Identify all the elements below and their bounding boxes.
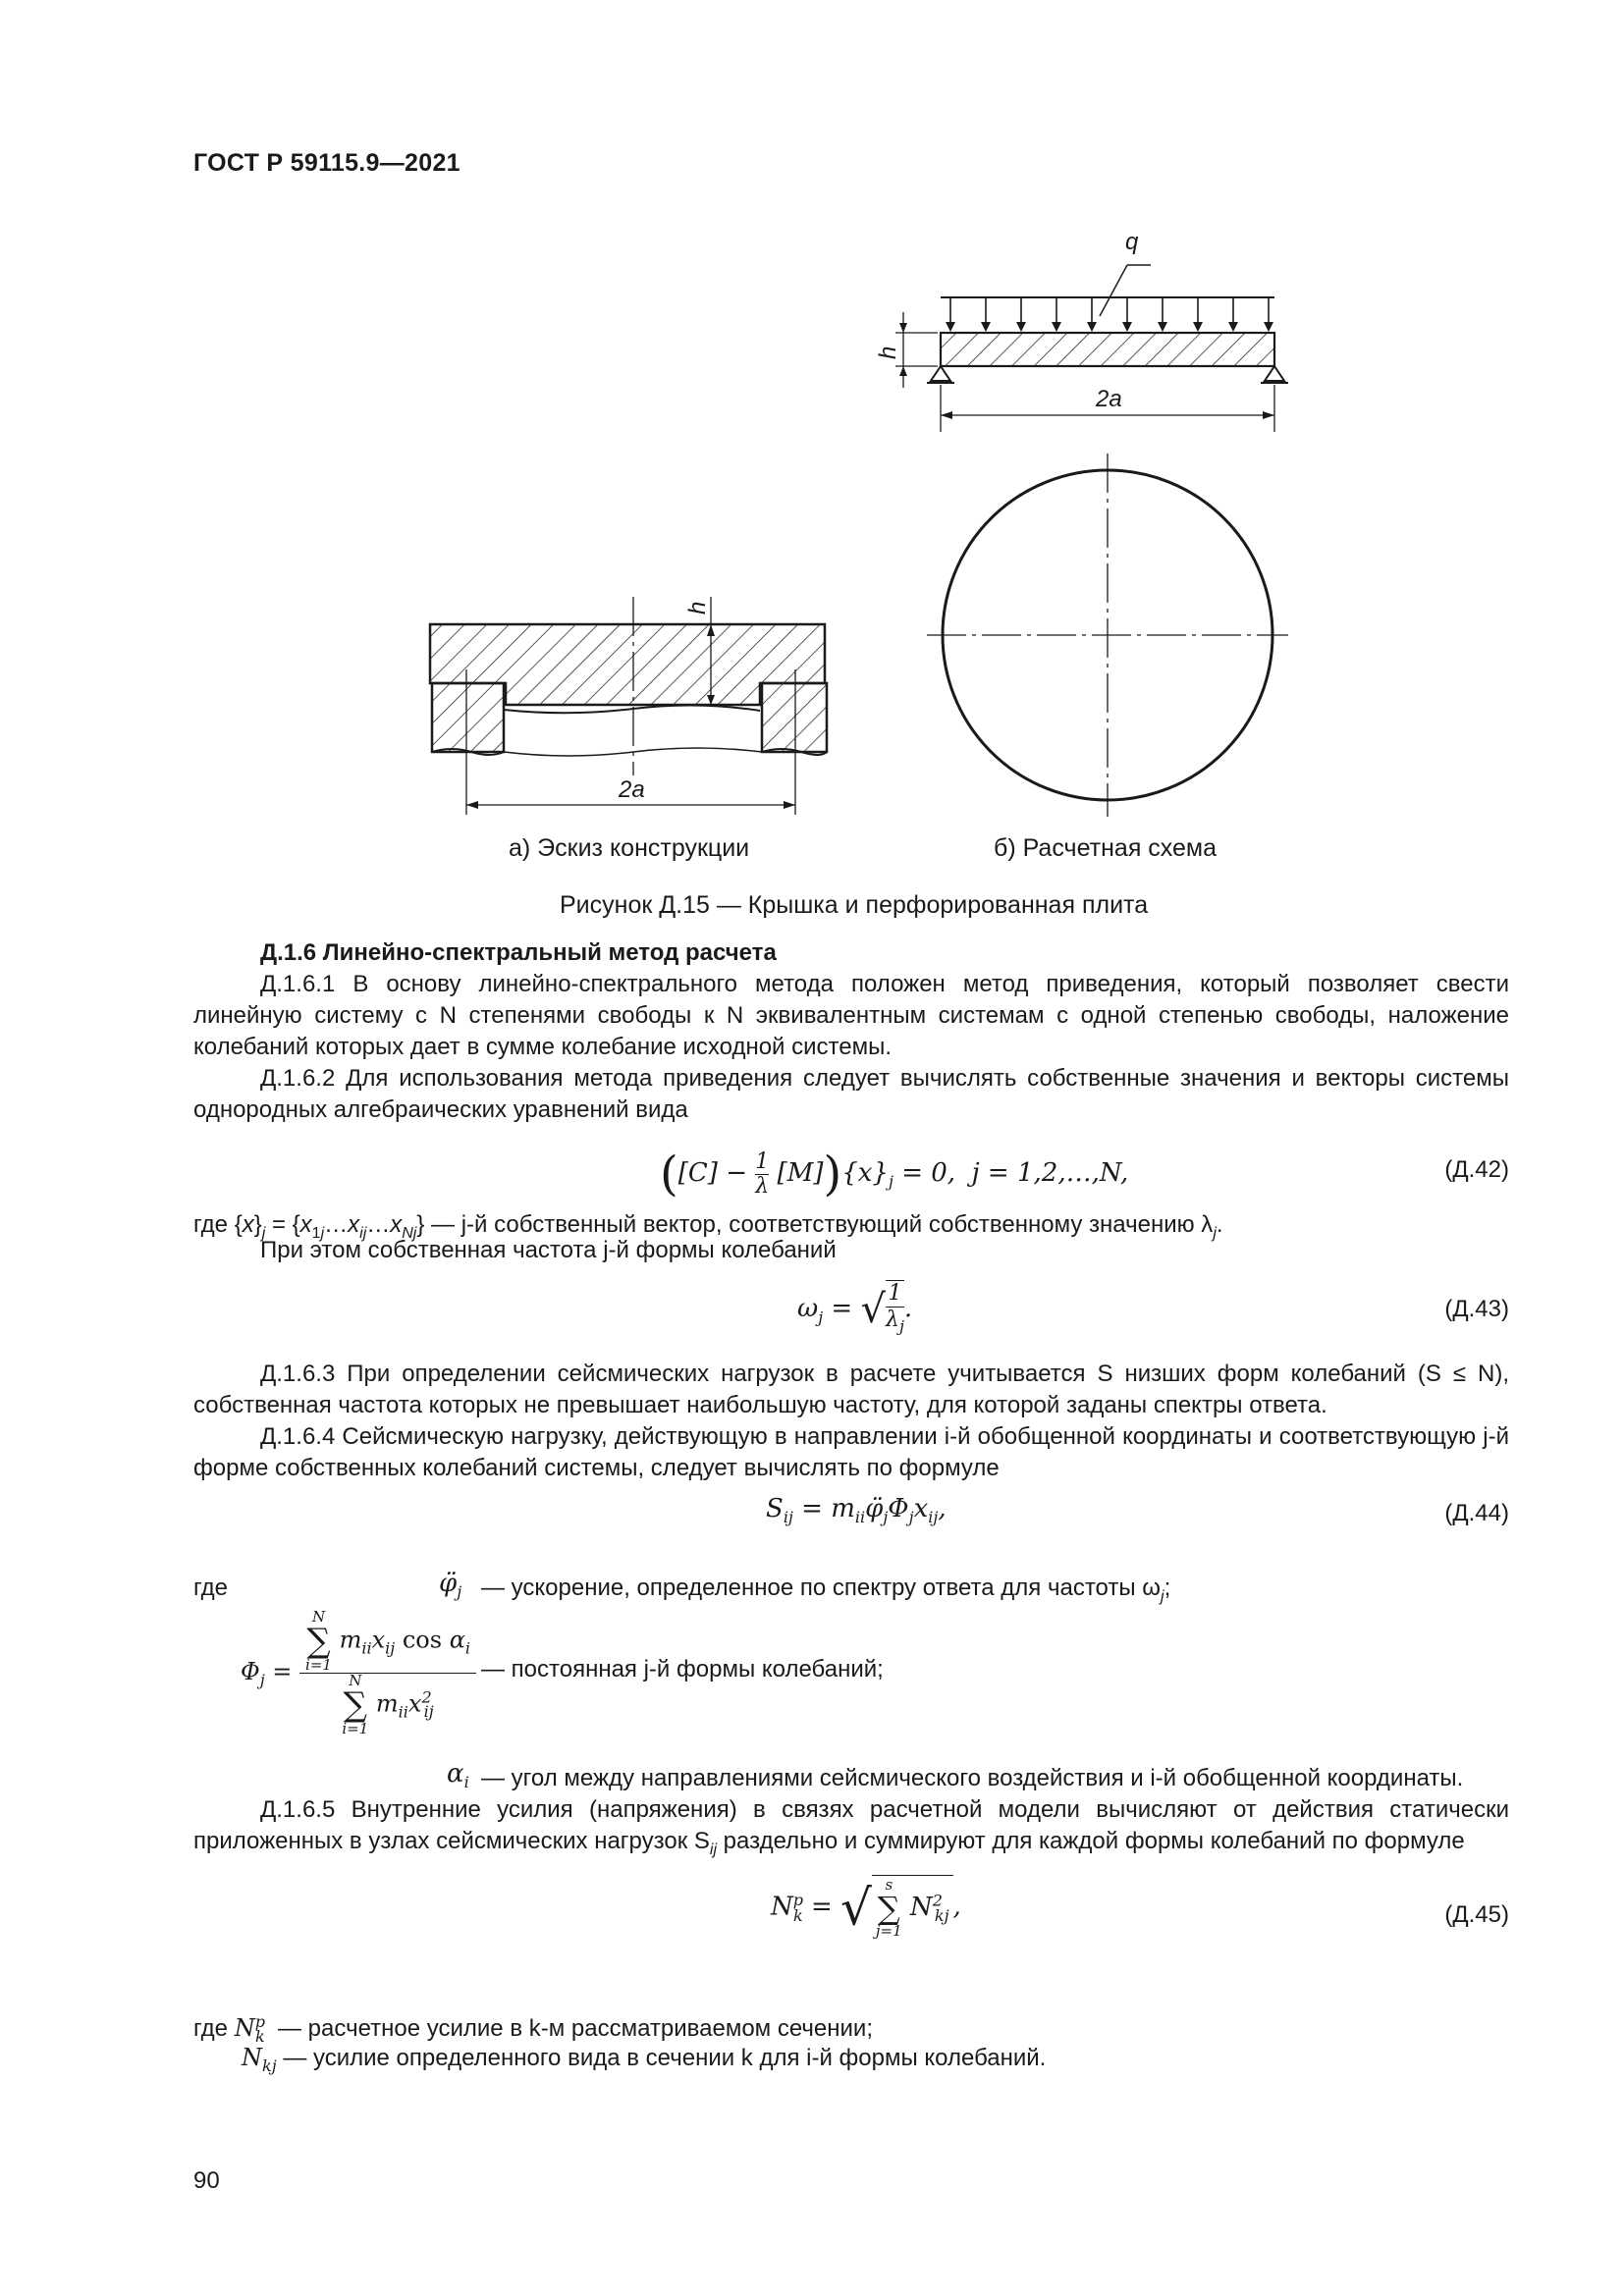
def-Nkj-text: — усилие определенного вида в сечении k для i-й формы колебаний. xyxy=(283,2045,1047,2071)
subcaption-b: б) Расчетная схема xyxy=(994,834,1218,862)
label-h-top: h xyxy=(875,346,901,359)
eq-number-d43: (Д.43) xyxy=(1444,1296,1509,1322)
x-definition-text: — j-й собственный вектор, соответствующий собственному значению λ xyxy=(431,1211,1214,1238)
figure-d15 xyxy=(0,0,1624,903)
load-schematic xyxy=(895,265,1288,432)
def-phi-text: — ускорение, определенное по спектру ответа для частоты ω xyxy=(481,1575,1162,1601)
def-N-line: где $N^p_k$ — расчетное усилие в k-м рассматриваемом сечении; xyxy=(193,2012,873,2046)
label-2a-top: 2a xyxy=(1096,386,1122,412)
equation-d44: $S_{ij}$ = $m_{ii}\varphï_j\Phi_jx_{ij}$, xyxy=(766,1494,947,1527)
page-number: 90 xyxy=(193,2167,220,2194)
label-2a-left: 2a xyxy=(619,776,645,803)
equation-d45: $N^p_k$ = √ s ∑ j=1 $N^2_{kj}$ , xyxy=(771,1876,961,1940)
def-N-text: — расчетное усилие в k-м рассматриваемом сечении; xyxy=(278,2015,873,2042)
where-label: где xyxy=(193,1575,229,1601)
def-alpha: — угол между направлениями сейсмического воздействия и i-й обобщенной координаты. xyxy=(481,1765,1464,1791)
equation-Phi: $\Phi_j$ = N ∑ i=1 $m_{ii}x_{ij}$ $\cos \alpha_i$ N ∑ i=1 $m_{ii}x^2_{ij}$ xyxy=(241,1610,476,1736)
def-Phi: — постоянная j-й формы колебаний; xyxy=(481,1656,884,1682)
p7-text: Д.1.6.5 Внутренние усилия (напряжения) в связях расчетной модели вычисляют от действия статически приложенных в узлах сейсмических нагрузок S xyxy=(193,1796,1509,1854)
document-header: ГОСТ Р 59115.9—2021 xyxy=(193,149,460,177)
circle-schematic xyxy=(927,454,1288,817)
equation-d43: $\omega_j$ = √ $\frac{1}{\lambda_j}$ . xyxy=(797,1280,912,1339)
figure-caption: Рисунок Д.15 — Крышка и перфорированная плита xyxy=(560,891,1149,919)
eq-number-d45: (Д.45) xyxy=(1444,1901,1509,1928)
symbol-alpha: $\alpha_i$ xyxy=(447,1759,469,1792)
paragraph-d163: Д.1.6.3 При определении сейсмических нагрузок в расчете учитывается S низших форм колебаний (S ≤ N), собственная частота которых не превышает наибольшую частоту, для которой заданы спектры ответа. xyxy=(193,1361,1509,1418)
p7b-text: раздельно и суммируют для каждой формы колебаний по формуле xyxy=(723,1828,1465,1854)
symbol-phi-ddot: $\varphï_j$ xyxy=(439,1569,462,1602)
eq-number-d44: (Д.44) xyxy=(1444,1500,1509,1526)
where-x-definition: где $\{x\}_j$ = $\{x_{1j}\dots x_{ij}\dots x_{Nj}\}$ — j-й собственный вектор, соответствующий собственному значению $\lambda_j$. xyxy=(193,1211,1223,1242)
paragraph-d161: Д.1.6.1 В основу линейно-спектрального метода положен метод приведения, который позволяет свести линейную систему с N степенями свободы к N эквивалентным системам с одной степенью свободы, наложение колебаний которых дает в сумме колебание исходной системы. xyxy=(193,971,1509,1060)
paragraph-frequency: При этом собственная частота j-й формы колебаний xyxy=(260,1237,837,1263)
label-q: q xyxy=(1125,229,1139,255)
label-h-left: h xyxy=(684,601,711,614)
def-phi-ddot: — ускорение, определенное по спектру ответа для частоты $\omega_j$; xyxy=(481,1575,1171,1605)
paragraph-d164: Д.1.6.4 Сейсмическую нагрузку, действующую в направлении i-й обобщенной координаты и соответствующую j-й форме собственных колебаний системы, следует вычислять по формуле xyxy=(193,1423,1509,1481)
subcaption-a: а) Эскиз конструкции xyxy=(509,834,750,862)
def-Nkj-line: $N_{kj}$ — усилие определенного вида в сечении k для i-й формы колебаний. xyxy=(242,2044,1047,2075)
paragraph-d162: Д.1.6.2 Для использования метода приведения следует вычислять собственные значения и векторы системы однородных алгебраических уравнений вида xyxy=(193,1065,1509,1123)
paragraph-d165: Д.1.6.5 Внутренние усилия (напряжения) в связях расчетной модели вычисляют от действия статически приложенных в узлах сейсмических нагрузок $S_{ij}$ раздельно и суммируют для каждой формы колебаний по формуле xyxy=(193,1796,1509,1858)
equation-d42: ([C] − $\frac{1}{\lambda}$ $[M])\{x\}_j = 0$, j = 1,2,…,N, xyxy=(660,1147,1129,1201)
section-title: Д.1.6 Линейно-спектральный метод расчета xyxy=(260,939,777,966)
eq-number-d42: (Д.42) xyxy=(1444,1156,1509,1183)
